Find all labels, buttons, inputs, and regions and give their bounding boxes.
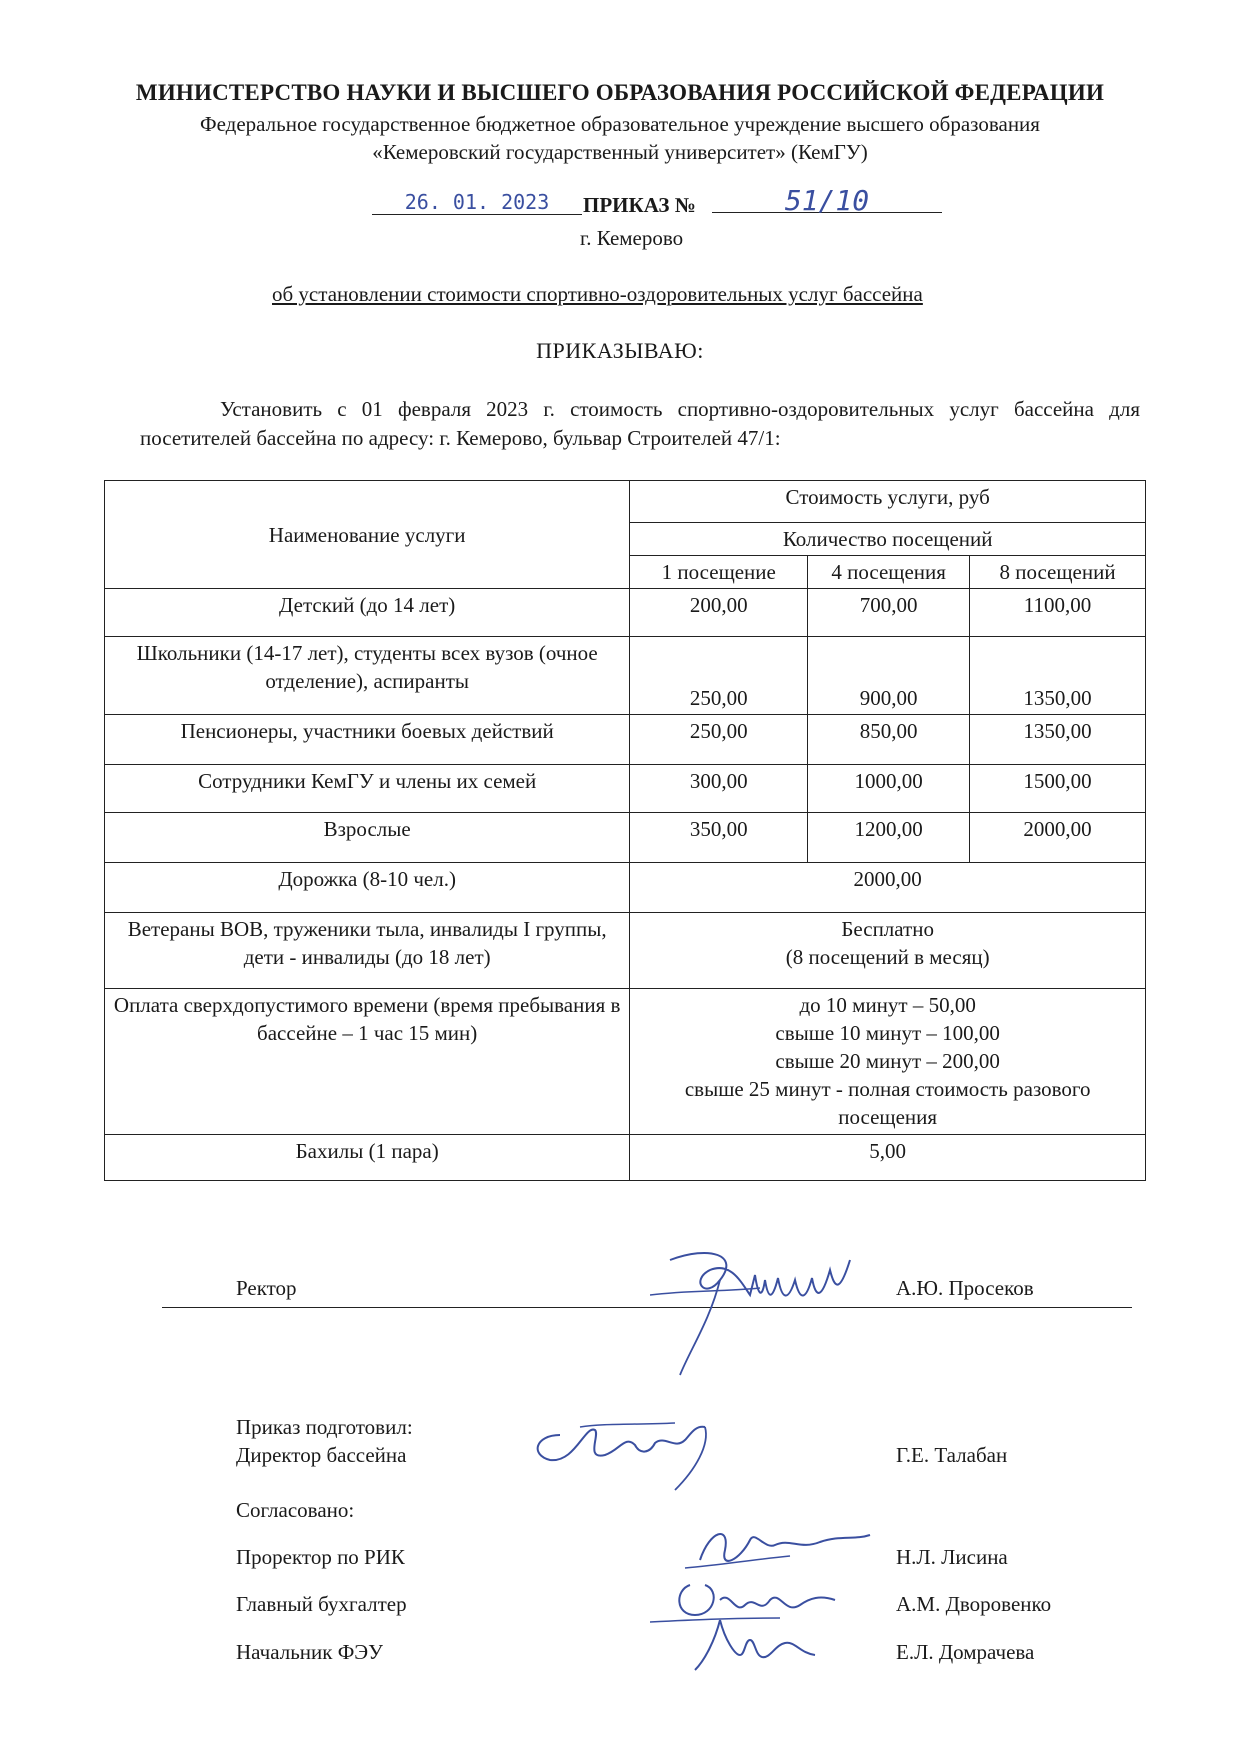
table-row: [105, 989, 1146, 1135]
row-price-1: 250,00: [630, 715, 808, 765]
institution-line-2: «Кемеровский государственный университет» (КемГУ): [372, 140, 868, 164]
header-service: Наименование услуги: [105, 481, 630, 589]
header-visits-1: 1 посещение: [630, 556, 808, 589]
veterans-price: [630, 913, 1146, 989]
accountant-title: Главный бухгалтер: [236, 1592, 407, 1616]
table-row: [105, 765, 1146, 813]
prepared-label: Приказ подготовил:: [236, 1415, 413, 1439]
lane-name: Дорожка (8-10 чел.): [105, 863, 630, 913]
order-label: ПРИКАЗ №: [583, 193, 696, 217]
table-row: [105, 1135, 1146, 1181]
table-row: [105, 813, 1146, 863]
decree-paragraph: Установить с 01 февраля 2023 г. стоимость спортивно-оздоровительных услуг бассейна для посетителей бассейна по адресу: г. Кемерово, бульвар Строителей 47/1:: [140, 397, 1140, 450]
row-name: Пенсионеры, участники боевых действий: [105, 715, 630, 765]
header-visits: Количество посещений: [630, 523, 1146, 556]
row-price-8: 1350,00: [970, 715, 1146, 765]
overtime-name: Оплата сверхдопустимого времени (время пребывания в бассейне – 1 час 15 мин): [105, 989, 630, 1135]
rector-signature: [650, 1240, 880, 1380]
order-date: 26. 01. 2023: [372, 190, 582, 215]
overtime-line: до 10 минут – 50,00: [799, 993, 976, 1017]
header-visits-8: 8 посещений: [970, 556, 1146, 589]
row-name: Школьники (14-17 лет), студенты всех вузов (очное отделение), аспиранты: [105, 637, 630, 715]
signature-line: [162, 1307, 1132, 1308]
agreed-label: Согласовано:: [236, 1498, 355, 1522]
prorector-name: Н.Л. Лисина: [896, 1545, 1008, 1569]
row-price-1: 350,00: [630, 813, 808, 863]
order-subject: об установлении стоимости спортивно-оздоровительных услуг бассейна: [272, 282, 923, 306]
table-row: [105, 715, 1146, 765]
veterans-name: Ветераны ВОВ, труженики тыла, инвалиды I группы, дети - инвалиды (до 18 лет): [105, 913, 630, 989]
table-row: [105, 863, 1146, 913]
row-name: Сотрудники КемГУ и члены их семей: [105, 765, 630, 813]
overtime-line: свыше 25 минут - полная стоимость разового посещения: [684, 1077, 1091, 1129]
row-price-4: 850,00: [808, 715, 970, 765]
overtime-line: свыше 20 минут – 200,00: [775, 1049, 1000, 1073]
veterans-price-line-2: (8 посещений в месяц): [785, 945, 990, 969]
row-price-4: 900,00: [808, 637, 970, 715]
director-signature: [525, 1405, 735, 1495]
row-price-4: 1000,00: [808, 765, 970, 813]
table-row: [105, 589, 1146, 637]
rector-name: А.Ю. Просеков: [896, 1276, 1034, 1300]
ministry-title: МИНИСТЕРСТВО НАУКИ И ВЫСШЕГО ОБРАЗОВАНИЯ РОССИЙСКОЙ ФЕДЕРАЦИИ: [135, 80, 1105, 105]
director-name: Г.Е. Талабан: [896, 1443, 1008, 1467]
price-table: [104, 480, 1146, 1181]
table-row: [105, 913, 1146, 989]
order-number: 51/10: [712, 190, 942, 213]
order-city: г. Кемерово: [580, 226, 684, 250]
feu-name: Е.Л. Домрачева: [896, 1640, 1035, 1664]
feu-signature: [690, 1615, 820, 1675]
row-name: Детский (до 14 лет): [105, 589, 630, 637]
row-name: Взрослые: [105, 813, 630, 863]
row-price-1: 300,00: [630, 765, 808, 813]
header-visits-4: 4 посещения: [808, 556, 970, 589]
row-price-8: 2000,00: [970, 813, 1146, 863]
accountant-name: А.М. Дворовенко: [896, 1592, 1052, 1616]
row-price-1: 200,00: [630, 589, 808, 637]
overtime-line: свыше 10 минут – 100,00: [775, 1021, 1000, 1045]
row-price-4: 1200,00: [808, 813, 970, 863]
row-price-8: 1500,00: [970, 765, 1146, 813]
shoe-covers-price: 5,00: [630, 1135, 1146, 1181]
shoe-covers-name: Бахилы (1 пара): [105, 1135, 630, 1181]
veterans-price-line-1: Бесплатно: [841, 917, 934, 941]
institution-line-1: Федеральное государственное бюджетное образовательное учреждение высшего образования: [200, 112, 1040, 136]
table-row: [105, 637, 1146, 715]
row-price-8: 1100,00: [970, 589, 1146, 637]
rector-title: Ректор: [236, 1276, 297, 1300]
decree-heading: ПРИКАЗЫВАЮ:: [536, 338, 704, 363]
prorector-title: Проректор по РИК: [236, 1545, 405, 1569]
overtime-price: [630, 989, 1146, 1135]
row-price-8: 1350,00: [970, 637, 1146, 715]
feu-title: Начальник ФЭУ: [236, 1640, 384, 1664]
row-price-1: 250,00: [630, 637, 808, 715]
row-price-4: 700,00: [808, 589, 970, 637]
lane-price: 2000,00: [630, 863, 1146, 913]
header-cost: Стоимость услуги, руб: [630, 481, 1146, 523]
director-title: Директор бассейна: [236, 1443, 407, 1467]
